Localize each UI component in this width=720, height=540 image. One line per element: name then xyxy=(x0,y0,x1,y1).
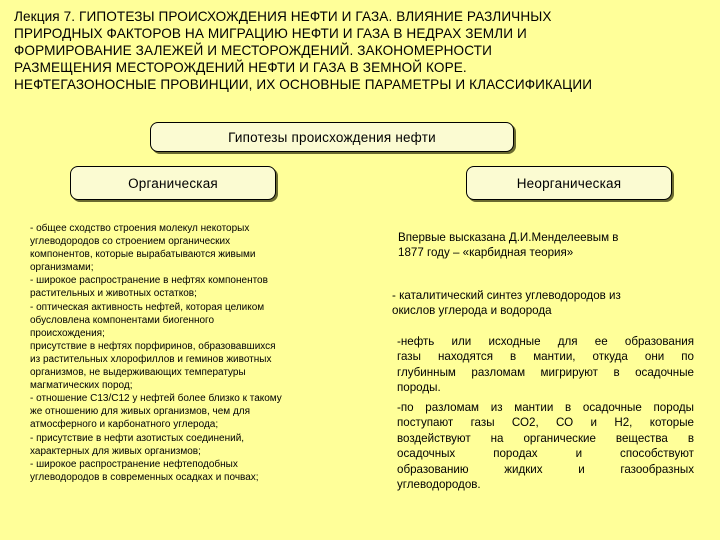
text-line: компонентов, которые вырабатываются живыми xyxy=(30,249,256,261)
organic-box: Органическая xyxy=(70,166,276,200)
text-line: присутствие в нефтях порфиринов, образовавшихся xyxy=(30,340,276,352)
text-line: образованию жидких и газообразных xyxy=(397,462,694,476)
text-line: углеводородов со строением органических xyxy=(30,236,231,248)
title-line: НЕФТЕГАЗОНОСНЫЕ ПРОВИНЦИИ, ИХ ОСНОВНЫЕ ПАРАМЕТРЫ И КЛАССИФИКАЦИИ xyxy=(14,77,593,92)
text-line: Впервые высказана Д.И.Менделеевым в xyxy=(398,231,619,244)
text-line: происхождения; xyxy=(30,327,105,339)
text-line: газы находятся в мантии, откуда они по xyxy=(397,350,694,364)
text-line: воздействуют на органические вещества в xyxy=(397,431,694,445)
text-line: обусловлена компонентами биогенного xyxy=(30,314,215,326)
text-line: - отношение С13/С12 у нефтей более близко к такому xyxy=(30,393,282,405)
text-line: организмами; xyxy=(30,262,94,274)
text-line: поступают газы СО2, СО и Н2, которые xyxy=(397,416,694,430)
mendeleev-paragraph xyxy=(398,230,694,261)
text-line: - присутствие в нефти азотистых соединений, xyxy=(30,432,245,444)
organic-evidence-text xyxy=(30,222,350,484)
title-line: РАЗМЕЩЕНИЯ МЕСТОРОЖДЕНИЙ НЕФТИ И ГАЗА В ЗЕМНОЙ КОРЕ. xyxy=(14,60,467,75)
text-line: окислов углерода и водорода xyxy=(392,304,552,318)
title-line: ПРИРОДНЫХ ФАКТОРОВ НА МИГРАЦИЮ НЕФТИ И ГАЗА В НЕДРАХ ЗЕМЛИ И xyxy=(14,26,527,41)
hypotheses-box: Гипотезы происхождения нефти xyxy=(150,122,514,152)
text-line: растительных и животных остатков; xyxy=(30,288,197,300)
text-line: же отношению для живых организмов, чем для xyxy=(30,406,251,418)
text-line: магматических пород; xyxy=(30,380,133,392)
text-line: - широкое распространение в нефтях компонентов xyxy=(30,275,268,287)
slide-title xyxy=(14,8,710,93)
title-line: ФОРМИРОВАНИЕ ЗАЛЕЖЕЙ И МЕСТОРОЖДЕНИЙ. ЗАКОНОМЕРНОСТИ xyxy=(14,43,492,58)
mantle-origin-paragraph xyxy=(397,334,694,396)
text-line: глубинным разломам мигрируют в осадочные xyxy=(397,365,694,379)
fault-migration-paragraph xyxy=(397,400,694,492)
text-line: - широкое распространение нефтеподобных xyxy=(30,458,238,470)
catalytic-synthesis-paragraph xyxy=(392,288,694,319)
text-line: породы. xyxy=(397,381,441,395)
text-line: -по разломам из мантии в осадочные породы xyxy=(397,401,694,414)
text-line: - каталитический синтез углеводородов из xyxy=(392,289,621,302)
text-line: характерных для живых организмов; xyxy=(30,445,201,457)
text-line: организмов, не выдерживающих температуры xyxy=(30,367,246,379)
inorganic-box: Неорганическая xyxy=(466,166,672,200)
text-line: из растительных хлорофиллов и геминов животных xyxy=(30,353,272,365)
text-line: осадочных породах и способствуют xyxy=(397,447,694,461)
title-line: Лекция 7. ГИПОТЕЗЫ ПРОИСХОЖДЕНИЯ НЕФТИ И ГАЗА. ВЛИЯНИЕ РАЗЛИЧНЫХ xyxy=(14,9,552,24)
text-line: углеводородов в современных осадках и почвах; xyxy=(30,471,259,483)
text-line: атмосферного и карбонатного углерода; xyxy=(30,419,219,431)
text-line: 1877 году – «карбидная теория» xyxy=(398,246,574,260)
text-line: - оптическая активность нефтей, которая целиком xyxy=(30,301,265,313)
text-line: углеводородов. xyxy=(397,478,481,492)
text-line: - общее сходство строения молекул некоторых xyxy=(30,223,250,234)
text-line: -нефть или исходные для ее образования xyxy=(397,335,694,348)
